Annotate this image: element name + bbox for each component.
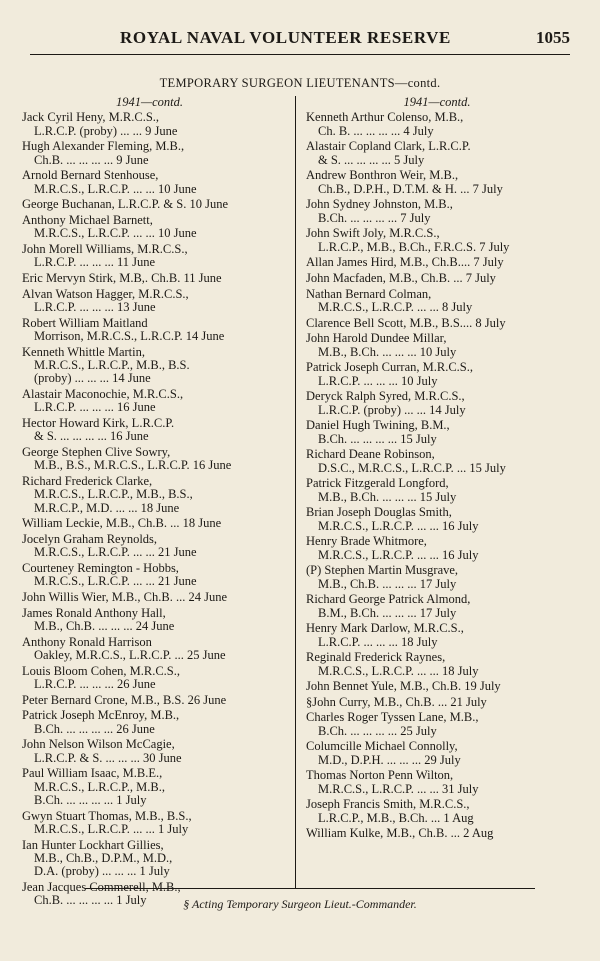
entry-detail-line: M.B., Ch.B., D.P.M., M.D.,	[34, 852, 173, 865]
left-column	[22, 96, 277, 910]
entry-detail-line: Morrison, M.R.C.S., L.R.C.P. 14 June	[34, 330, 225, 343]
officer-entry	[306, 769, 568, 796]
officer-entry	[22, 738, 277, 765]
entry-detail-line: M.R.C.S., L.R.C.P., M.B.,	[34, 780, 165, 794]
entry-name-line: Anthony Ronald Harrison	[22, 634, 152, 649]
column-divider	[295, 96, 296, 888]
entry-detail-line: B.Ch. ... ... ... ... 25 July	[318, 724, 437, 738]
entry-name-line: Reginald Frederick Raynes,	[306, 650, 446, 665]
officer-entry	[306, 111, 568, 138]
officer-entry	[306, 169, 568, 196]
entry-name-line: Clarence Bell Scott, M.B., B.S.... 8 July	[306, 315, 506, 330]
entry-detail-line: (proby) ... ... ... 14 June	[34, 372, 151, 386]
officer-entry	[22, 839, 277, 879]
footnote-rule	[85, 888, 535, 889]
officer-entry	[22, 417, 277, 444]
page-header	[0, 28, 600, 52]
right-column	[306, 96, 568, 843]
entry-detail-line: L.R.C.P. & S. ... ... ... 30 June	[34, 751, 182, 765]
entry-name-line: Patrick Fitzgerald Longford,	[306, 476, 449, 491]
officer-entry	[22, 665, 277, 692]
left-entries	[22, 111, 277, 907]
entry-name-line: Jack Cyril Heny, M.R.C.S.,	[22, 110, 160, 125]
entry-name-line: §John Curry, M.B., Ch.B. ... 21 July	[306, 694, 487, 709]
officer-entry	[306, 227, 568, 254]
officer-entry	[22, 636, 277, 663]
officer-entry	[306, 535, 568, 562]
entry-detail-line: M.R.C.S., L.R.C.P., M.B., B.S.,	[34, 488, 193, 502]
officer-entry	[22, 214, 277, 241]
officer-entry	[306, 256, 568, 269]
entry-name-line: James Ronald Anthony Hall,	[22, 605, 166, 620]
entry-detail-line: L.R.C.P. ... ... ... 26 June	[34, 678, 156, 691]
entry-detail-line: L.R.C.P. (proby) ... ... 14 July	[318, 403, 466, 417]
officer-entry	[22, 388, 277, 415]
entry-name-line: Columcille Michael Connolly,	[306, 739, 458, 754]
entry-detail-line: M.R.C.S., L.R.C.P. ... ... 8 July	[318, 301, 473, 314]
entry-detail-line: B.Ch. ... ... ... ... 1 July	[34, 794, 147, 807]
officer-entry	[306, 696, 568, 709]
officer-entry	[306, 332, 568, 359]
entry-name-line: Ian Hunter Lockhart Gillies,	[22, 837, 164, 852]
entry-name-line: Peter Bernard Crone, M.B., B.S. 26 June	[22, 692, 227, 707]
entry-name-line: Louis Bloom Cohen, M.R.C.S.,	[22, 663, 181, 678]
entry-name-line: John Macfaden, M.B., Ch.B. ... 7 July	[306, 271, 496, 285]
officer-entry	[22, 272, 277, 285]
entry-name-line: John Willis Wier, M.B., Ch.B. ... 24 June	[22, 590, 227, 604]
entry-detail-line: M.R.C.S., L.R.C.P. ... ... 1 July	[34, 823, 189, 836]
entry-name-line: Robert William Maitland	[22, 315, 148, 330]
entry-detail-line: Oakley, M.R.C.S., L.R.C.P. ... 25 June	[34, 649, 226, 662]
entry-detail-line: L.R.C.P. ... ... ... 11 June	[34, 256, 156, 270]
officer-entry	[22, 562, 277, 589]
entry-name-line: Patrick Joseph McEnroy, M.B.,	[22, 708, 180, 723]
entry-name-line: Jean Jacques Commerell, M.B.,	[22, 880, 181, 894]
entry-detail-line: B.Ch. ... ... ... ... 26 June	[34, 722, 155, 736]
entry-detail-line: M.R.C.S., L.R.C.P. ... ... 16 July	[318, 519, 479, 533]
entry-name-line: Allan James Hird, M.B., Ch.B.... 7 July	[306, 255, 504, 270]
entry-detail-line: L.R.C.P. ... ... ... 13 June	[34, 301, 156, 314]
officer-entry	[306, 711, 568, 738]
officer-entry	[306, 593, 568, 620]
entry-detail-line: L.R.C.P. (proby) ... ... 9 June	[34, 124, 178, 138]
right-column-heading: 1941—contd.	[403, 95, 471, 109]
entry-name-line: William Kulke, M.B., Ch.B. ... 2 Aug	[306, 826, 494, 841]
officer-entry	[306, 622, 568, 649]
entry-detail-line: M.R.C.S., L.R.C.P. ... ... 21 June	[34, 575, 197, 589]
officer-entry	[22, 533, 277, 560]
entry-detail-line: D.A. (proby) ... ... ... 1 July	[34, 865, 170, 879]
entry-detail-line: Ch.B. ... ... ... ... 1 July	[34, 894, 147, 908]
officer-entry	[306, 798, 568, 825]
officer-entry	[22, 169, 277, 196]
officer-entry	[306, 651, 568, 678]
entry-detail-line: L.R.C.P., M.B., B.Ch., F.R.C.S. 7 July	[318, 240, 510, 254]
officer-entry	[306, 506, 568, 533]
officer-entry	[306, 140, 568, 167]
entry-name-line: (P) Stephen Martin Musgrave,	[306, 563, 459, 578]
entry-detail-line: M.B., B.Ch. ... ... ... 10 July	[318, 345, 457, 359]
entry-detail-line: D.S.C., M.R.C.S., L.R.C.P. ... 15 July	[318, 461, 506, 475]
officer-entry	[22, 243, 277, 270]
officer-entry	[22, 198, 277, 211]
entry-detail-line: Ch. B. ... ... ... ... 4 July	[318, 124, 434, 138]
entry-name-line: Alvan Watson Hagger, M.R.C.S.,	[22, 286, 189, 301]
officer-entry	[22, 317, 277, 344]
entry-detail-line: M.R.C.S., L.R.C.P. ... ... 21 June	[34, 546, 197, 560]
officer-entry	[306, 477, 568, 504]
entry-name-line: Brian Joseph Douglas Smith,	[306, 505, 452, 520]
entry-detail-line: & S. ... ... ... ... 16 June	[34, 430, 149, 444]
entry-name-line: John Bennet Yule, M.B., Ch.B. 19 July	[306, 679, 501, 694]
entry-detail-line: L.R.C.P., M.B., B.Ch. ... 1 Aug	[318, 811, 474, 825]
header-rule	[30, 54, 570, 55]
page-number: 1055	[536, 28, 570, 47]
officer-entry	[306, 564, 568, 591]
entry-name-line: Kenneth Whittle Martin,	[22, 344, 146, 359]
entry-name-line: George Stephen Clive Sowry,	[22, 445, 171, 459]
entry-name-line: John Harold Dundee Millar,	[306, 331, 447, 346]
officer-entry	[306, 361, 568, 388]
entry-detail-line: M.R.C.S., L.R.C.P. ... ... 10 June	[34, 182, 197, 196]
officer-entry	[22, 475, 277, 515]
entry-detail-line: M.B., B.S., M.R.C.S., L.R.C.P. 16 June	[34, 459, 232, 473]
officer-entry	[22, 111, 277, 138]
entry-detail-line: L.R.C.P. ... ... ... 18 July	[318, 635, 438, 649]
entry-name-line: Andrew Bonthron Weir, M.B.,	[306, 168, 459, 183]
entry-name-line: Deryck Ralph Syred, M.R.C.S.,	[306, 389, 465, 404]
entry-detail-line: M.R.C.S., L.R.C.P. ... ... 18 July	[318, 664, 479, 678]
entry-name-line: Thomas Norton Penn Wilton,	[306, 768, 454, 783]
entry-name-line: John Nelson Wilson McCagie,	[22, 737, 175, 752]
footnote: § Acting Temporary Surgeon Lieut.-Commander.	[183, 897, 417, 911]
left-column-heading: 1941—contd.	[115, 95, 183, 109]
entry-name-line: Alastair Maconochie, M.R.C.S.,	[22, 387, 184, 401]
officer-entry	[306, 740, 568, 767]
entry-detail-line: B.Ch. ... ... ... ... 15 July	[318, 432, 437, 446]
entry-name-line: Jocelyn Graham Reynolds,	[22, 532, 158, 546]
entry-name-line: William Leckie, M.B., Ch.B. ... 18 June	[22, 516, 222, 531]
entry-name-line: Richard Deane Robinson,	[306, 447, 435, 462]
entry-detail-line: M.R.C.S., L.R.C.P. ... ... 16 July	[318, 548, 479, 562]
entry-name-line: Joseph Francis Smith, M.R.C.S.,	[306, 797, 470, 812]
right-entries	[306, 111, 568, 840]
entry-name-line: Kenneth Arthur Colenso, M.B.,	[306, 110, 464, 125]
entry-name-line: Henry Mark Darlow, M.R.C.S.,	[306, 621, 464, 636]
officer-entry	[306, 827, 568, 840]
entry-name-line: Daniel Hugh Twining, B.M.,	[306, 418, 450, 433]
entry-name-line: Paul William Isaac, M.B.E.,	[22, 766, 163, 781]
section-title: TEMPORARY SURGEON LIEUTENANTS—contd.	[159, 76, 441, 90]
entry-name-line: Eric Mervyn Stirk, M.B,. Ch.B. 11 June	[22, 271, 222, 285]
entry-detail-line: M.B., Ch.B. ... ... ... 17 July	[318, 577, 457, 591]
entry-detail-line: M.D., D.P.H. ... ... ... 29 July	[318, 753, 461, 767]
officer-entry	[22, 591, 277, 604]
officer-entry	[306, 390, 568, 417]
entry-name-line: Henry Brade Whitmore,	[306, 534, 427, 549]
entry-detail-line: & S. ... ... ... ... 5 July	[318, 153, 425, 167]
entry-name-line: Nathan Bernard Colman,	[306, 286, 432, 301]
entry-detail-line: M.R.C.P., M.D. ... ... 18 June	[34, 501, 180, 515]
officer-entry	[22, 346, 277, 386]
entry-detail-line: B.Ch. ... ... ... ... 7 July	[318, 211, 431, 225]
officer-entry	[306, 448, 568, 475]
entry-detail-line: Ch.B. ... ... ... ... 9 June	[34, 153, 149, 167]
entry-detail-line: M.R.C.S., L.R.C.P., M.B., B.S.	[34, 359, 190, 372]
entry-detail-line: L.R.C.P. ... ... ... 16 June	[34, 401, 156, 415]
officer-entry	[306, 419, 568, 446]
officer-entry	[306, 680, 568, 693]
entry-name-line: Courteney Remington - Hobbs,	[22, 561, 179, 575]
officer-entry	[22, 517, 277, 530]
page-title: ROYAL NAVAL VOLUNTEER RESERVE	[120, 28, 451, 47]
entry-name-line: Richard Frederick Clarke,	[22, 474, 153, 488]
entry-name-line: Richard George Patrick Almond,	[306, 592, 471, 607]
officer-entry	[22, 767, 277, 807]
officer-entry	[22, 288, 277, 315]
entry-detail-line: M.R.C.S., L.R.C.P. ... ... 31 July	[318, 782, 479, 796]
officer-entry	[22, 694, 277, 707]
entry-name-line: Charles Roger Tyssen Lane, M.B.,	[306, 710, 479, 725]
officer-entry	[22, 446, 277, 473]
entry-name-line: John Sydney Johnston, M.B.,	[306, 197, 453, 212]
entry-detail-line: Ch.B., D.P.H., D.T.M. & H. ... 7 July	[318, 182, 503, 196]
officer-entry	[306, 198, 568, 225]
entry-name-line: Gwyn Stuart Thomas, M.B., B.S.,	[22, 808, 192, 823]
entry-detail-line: L.R.C.P. ... ... ... 10 July	[318, 374, 438, 388]
officer-entry	[306, 272, 568, 285]
entry-name-line: John Morell Williams, M.R.C.S.,	[22, 242, 188, 256]
entry-detail-line: M.R.C.S., L.R.C.P. ... ... 10 June	[34, 227, 197, 241]
officer-entry	[306, 288, 568, 315]
officer-entry	[22, 140, 277, 167]
officer-entry	[22, 810, 277, 837]
entry-name-line: Arnold Bernard Stenhouse,	[22, 168, 159, 183]
officer-entry	[22, 709, 277, 736]
entry-name-line: Alastair Copland Clark, L.R.C.P.	[306, 139, 471, 154]
entry-name-line: Anthony Michael Barnett,	[22, 213, 153, 227]
entry-detail-line: M.B., Ch.B. ... ... ... 24 June	[34, 620, 175, 633]
entry-name-line: George Buchanan, L.R.C.P. & S. 10 June	[22, 197, 229, 212]
officer-entry	[306, 317, 568, 330]
entry-name-line: Hugh Alexander Fleming, M.B.,	[22, 139, 185, 154]
entry-name-line: John Swift Joly, M.R.C.S.,	[306, 226, 440, 241]
entry-name-line: Hector Howard Kirk, L.R.C.P.	[22, 416, 175, 430]
entry-detail-line: B.M., B.Ch. ... ... ... 17 July	[318, 606, 457, 620]
entry-name-line: Patrick Joseph Curran, M.R.C.S.,	[306, 360, 474, 375]
entry-detail-line: M.B., B.Ch. ... ... ... 15 July	[318, 490, 457, 504]
officer-entry	[22, 607, 277, 634]
